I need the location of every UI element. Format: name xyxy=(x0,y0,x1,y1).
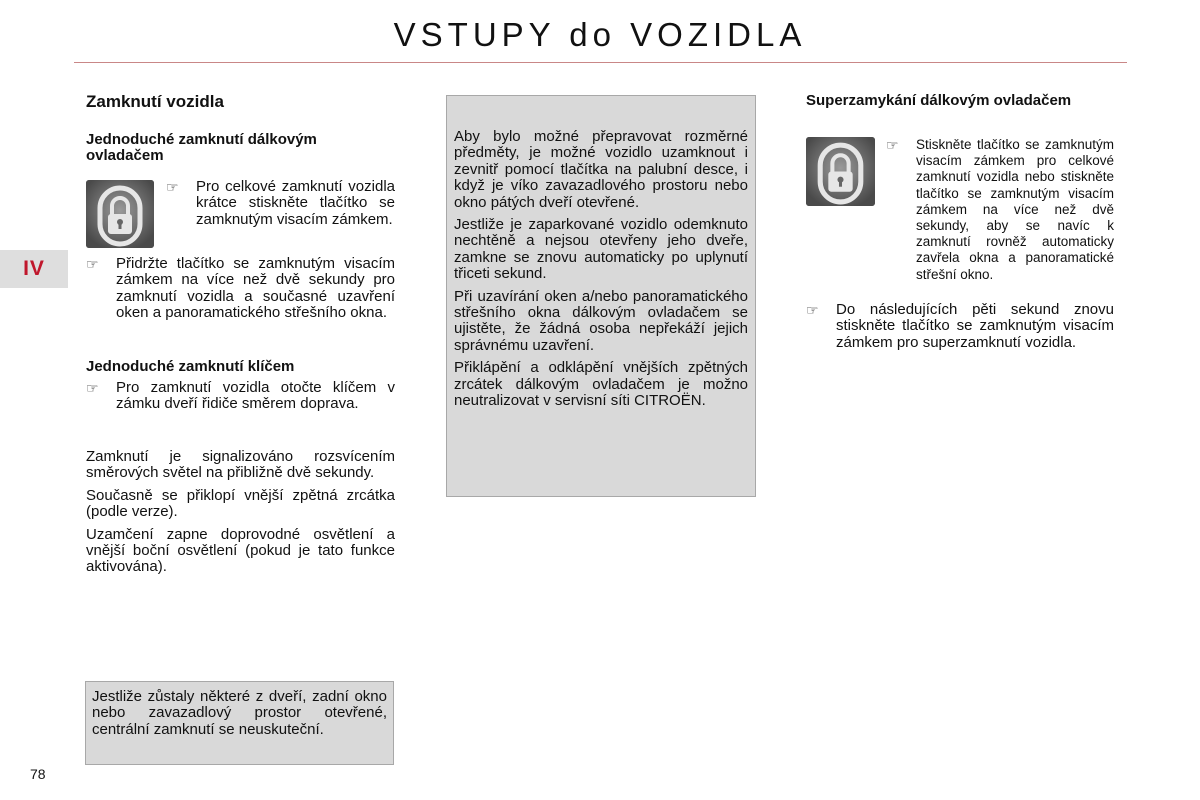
paragraph: Při uzavírání oken a/nebo panoramatického střešního okna dálkovým ovladačem se ujistěte, že žádná osoba nepřekáží jejich správnému uzavření. xyxy=(454,287,748,354)
note-box xyxy=(85,681,394,765)
info-box xyxy=(446,95,756,497)
section-heading: Zamknutí vozidla xyxy=(86,92,224,111)
paragraph: Uzamčení zapne doprovodné osvětlení a vnější boční osvětlení (pokud je tato funkce aktivována). xyxy=(86,525,395,576)
pointing-hand-icon: ☞ xyxy=(86,380,99,396)
list-item-text: Do následujících pěti sekund znovu stiskněte tlačítko se zamknutým visacím zámkem pro superzamknutí vozidla. xyxy=(836,301,1114,351)
padlock-locked-icon xyxy=(806,137,875,206)
padlock-locked-icon xyxy=(86,180,154,248)
subsection-title-key: Jednoduché zamknutí klíčem xyxy=(86,358,295,375)
pointing-hand-icon: ☞ xyxy=(166,179,179,195)
paragraph: Zamknutí je signalizováno rozsvícením směrových světel na přibližně dvě sekundy. xyxy=(86,448,395,482)
list-item-text: Stiskněte tlačítko se zamknutým visacím zámkem pro celkové zamknutí vozidla nebo stiskněte tlačítko se zamknutým visacím zámkem na více než dvě sekundy, aby se navíc k zamknutí rovněž automaticky zavřela okna a panoramatické střešní okno. xyxy=(916,137,1114,282)
pointing-hand-icon: ☞ xyxy=(806,302,819,318)
note-text: Jestliže zůstaly některé z dveří, zadní okno nebo zavazadlový prostor otevřené, centrální zamknutí se neuskuteční. xyxy=(92,688,387,738)
pointing-hand-icon: ☞ xyxy=(86,256,99,272)
subsection-title-superlock: Superzamykání dálkovým ovladačem xyxy=(806,92,1072,109)
paragraph: Aby bylo možné přepravovat rozměrné předměty, je možné vozidlo uzamknout i zevnitř pomocí tlačítka na palubní desce, i když je víko zavazadlového prostoru nebo okno pátých dveří otevřené. xyxy=(454,128,748,211)
list-item-text: Pro celkové zamknutí vozidla krátce stiskněte tlačítko se zamknutým visacím zámkem. xyxy=(196,178,395,228)
list-item xyxy=(86,380,395,413)
list-item-text: Pro zamknutí vozidla otočte klíčem v zámku dveří řidiče směrem doprava. xyxy=(116,379,395,413)
list-item xyxy=(166,179,395,228)
list-item xyxy=(806,302,1114,351)
paragraph: Současně se přiklopí vnější zpětná zrcátka (podle verze). xyxy=(86,486,395,521)
list-item xyxy=(86,256,395,322)
page-title: VSTUPY do VOZIDLA xyxy=(393,16,807,53)
header-divider xyxy=(74,62,1127,63)
body-text xyxy=(86,449,395,582)
subsection-title-remote: Jednoduché zamknutí dálkovým ovladačem xyxy=(86,131,317,164)
page-number: 78 xyxy=(30,766,46,782)
chapter-tab: IV xyxy=(0,250,68,288)
paragraph: Přiklápění a odklápění vnějších zpětných zrcátek dálkovým ovladačem je možno neutralizovat v servisní síti CITROËN. xyxy=(454,359,748,410)
pointing-hand-icon: ☞ xyxy=(886,137,899,153)
list-item xyxy=(886,137,1114,283)
list-item-text: Přidržte tlačítko se zamknutým visacím zámkem na více než dvě sekundy pro zamknutí vozidla a současné uzavření oken a panoramatického střešního okna. xyxy=(116,255,395,322)
paragraph: Jestliže je zaparkované vozidlo odemknuto nechtěně a nejsou otevřeny jeho dveře, zamkne se znovu automaticky po uplynutí třiceti sekund. xyxy=(454,216,748,283)
